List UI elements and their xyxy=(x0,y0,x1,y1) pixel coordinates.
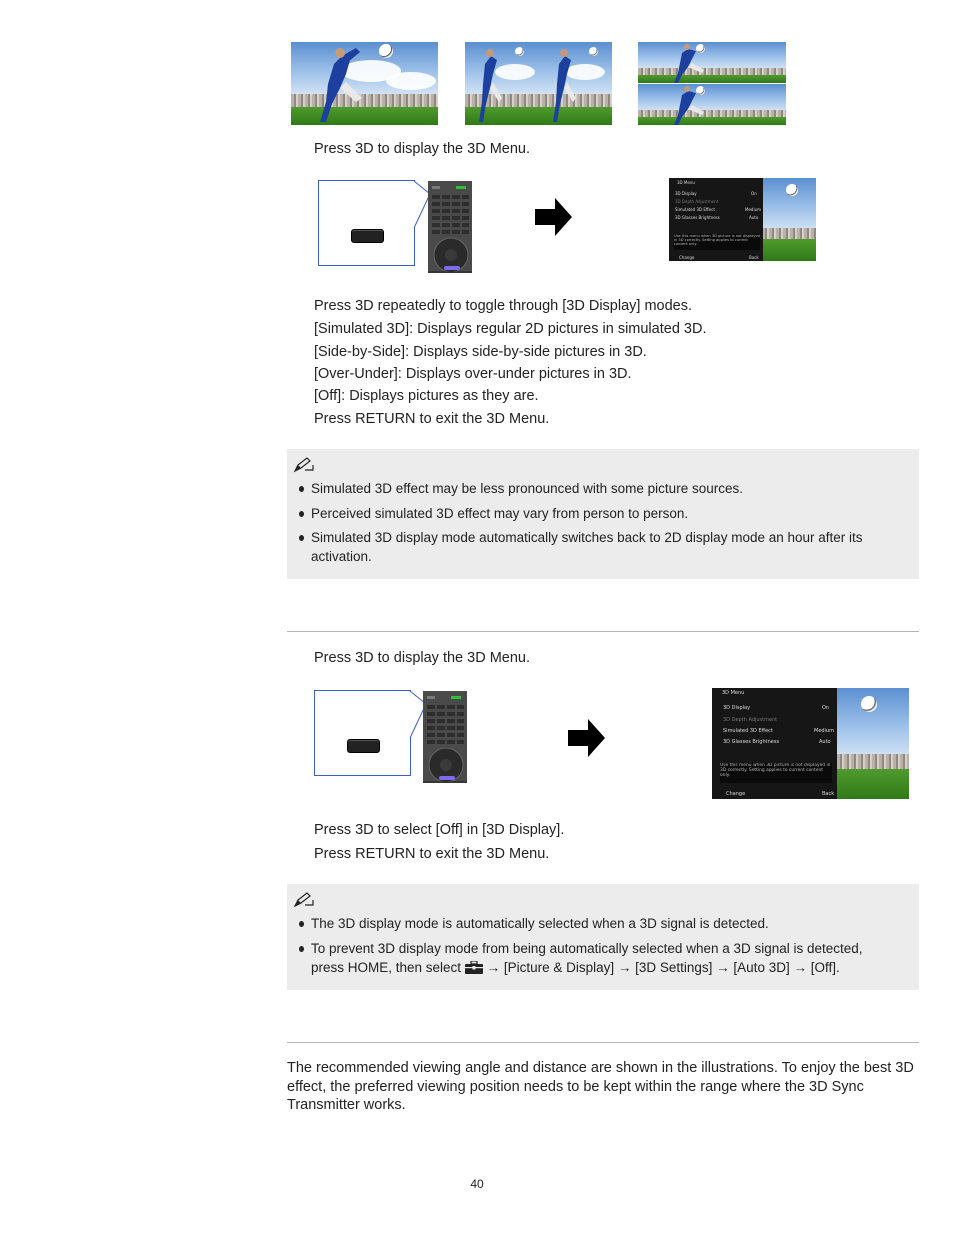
step-press-return-b: Press RETURN to exit the 3D Menu. xyxy=(314,846,550,862)
remote-callout-3d-button xyxy=(314,690,411,776)
step-repeat-toggle: Press 3D repeatedly to toggle through [3D Display] modes. xyxy=(314,298,693,314)
3d-menu-screenshot: 3D Menu 3D Display On 3D Depth Adjustment Simulated 3D Effect Medium 3D Glasses Brightness Auto Use this menu when 3D picture is not displayed in 3D correctly. Setting applies to current content only. Change Back xyxy=(669,178,816,261)
3d-button-icon xyxy=(351,229,384,243)
remote-callout-3d-button xyxy=(318,180,415,266)
list-item: Simulated 3D effect may be less pronounced with some picture sources. xyxy=(287,479,919,499)
right-arrow-icon xyxy=(568,718,606,758)
mode-over-under: [Over-Under]: Displays over-under pictures in 3D. xyxy=(314,366,632,382)
viewing-paragraph: The recommended viewing angle and distance are shown in the illustrations. To enjoy the best 3D effect, the preferred viewing position needs to be kept within the range where the 3D Sync Transmitter works. xyxy=(287,1060,914,1113)
toolbox-icon xyxy=(465,960,483,973)
step-press-return: Press RETURN to exit the 3D Menu. xyxy=(314,411,550,427)
section-divider xyxy=(287,631,919,632)
thumbnail-over-under xyxy=(638,42,786,125)
3d-menu-screenshot: 3D Menu 3D Display On 3D Depth Adjustment Simulated 3D Effect Medium 3D Glasses Brightness Auto Use this menu when 3D picture is not displayed in 3D correctly. Setting applies to current content only. Change Back xyxy=(712,688,909,799)
list-item: Simulated 3D display mode automatically switches back to 2D display mode an hour after its activation. xyxy=(287,528,919,568)
mode-simulated-3d: [Simulated 3D]: Displays regular 2D pictures in simulated 3D. xyxy=(314,321,707,337)
pencil-note-icon xyxy=(293,457,315,473)
step-press-3d-menu: Press 3D to display the 3D Menu. xyxy=(314,141,530,157)
page-number: 40 xyxy=(470,1177,484,1191)
remote-control-icon xyxy=(423,691,467,783)
step-press-3d-menu-b: Press 3D to display the 3D Menu. xyxy=(314,650,530,666)
mode-side-by-side: [Side-by-Side]: Displays side-by-side pictures in 3D. xyxy=(314,344,647,360)
thumbnail-side-by-side xyxy=(465,42,612,125)
3d-button-icon xyxy=(347,739,380,753)
remote-control-icon xyxy=(428,181,472,273)
list-item: To prevent 3D display mode from being automatically selected when a 3D signal is detected, press HOME, then select → [Picture & Display] → [3D Settings] → [Auto 3D] → [Off]. xyxy=(287,939,919,979)
right-arrow-icon xyxy=(535,197,573,237)
section-divider xyxy=(287,1042,919,1043)
list-item: The 3D display mode is automatically selected when a 3D signal is detected. xyxy=(287,914,919,934)
note-box-auto-3d xyxy=(287,884,919,990)
step-select-off: Press 3D to select [Off] in [3D Display]. xyxy=(314,822,565,838)
list-item: Perceived simulated 3D effect may vary from person to person. xyxy=(287,504,919,524)
pencil-note-icon xyxy=(293,892,315,908)
note-box-simulated xyxy=(287,449,919,579)
thumbnail-simulated-3d xyxy=(291,42,438,125)
mode-off: [Off]: Displays pictures as they are. xyxy=(314,388,539,404)
